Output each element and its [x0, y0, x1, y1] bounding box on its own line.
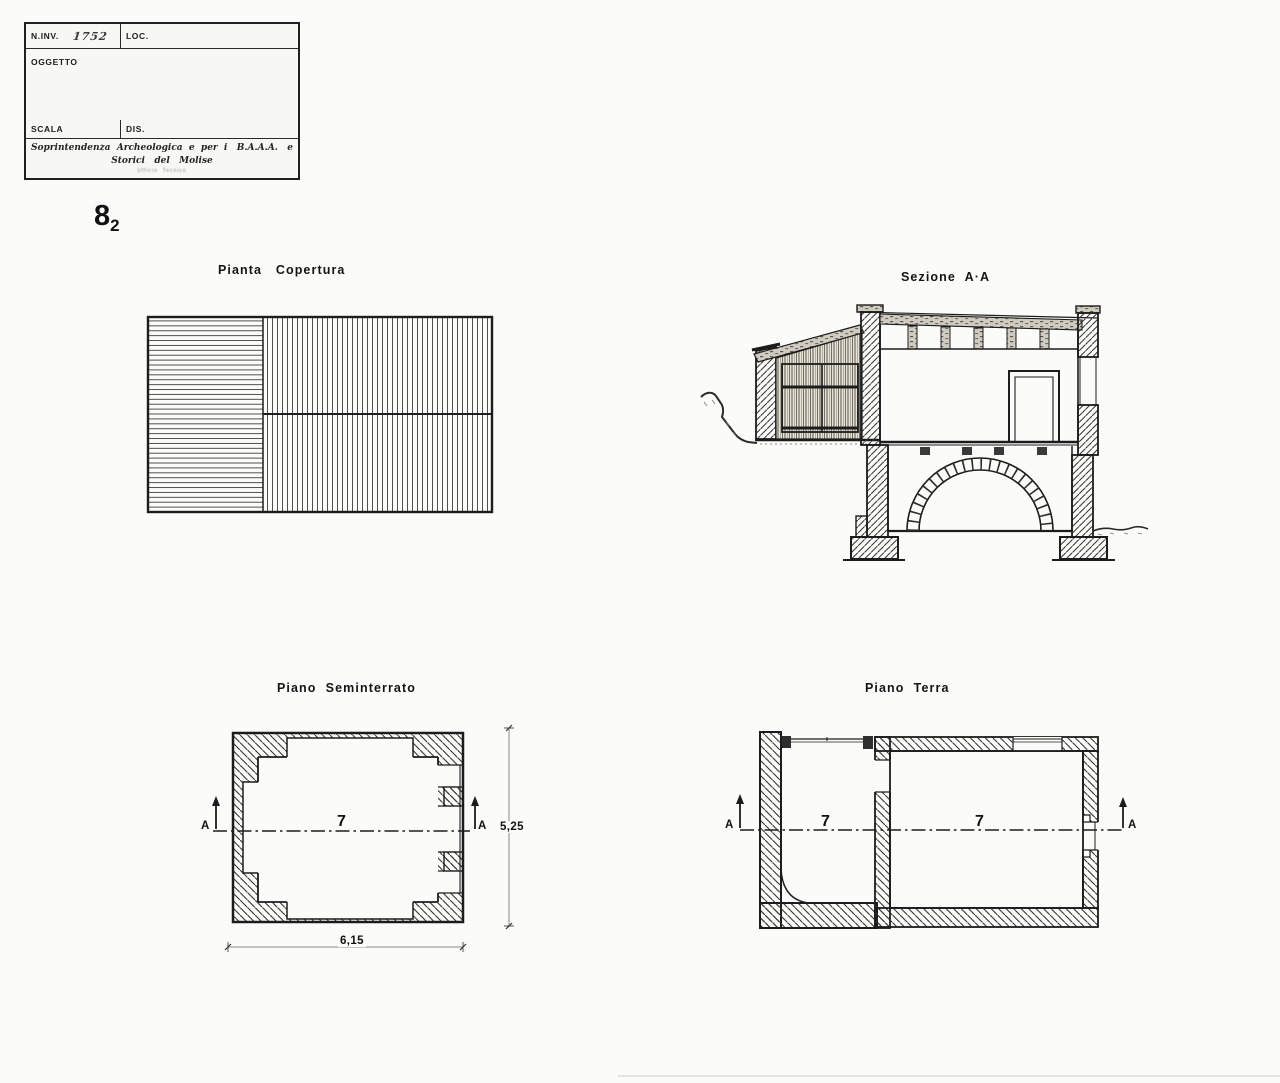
right-wall-lower [1072, 455, 1093, 537]
sheet-number-main: 8 [94, 200, 111, 232]
section-marker-a: A [725, 819, 734, 831]
draughtsman-label: DIS. [126, 124, 145, 134]
organization-name-line1: Soprintendenza Archeologica e per i B.A.A.A. e [31, 143, 293, 153]
basement-plan-drawing [212, 725, 514, 952]
room-number: 7 [337, 813, 346, 830]
object-label: OGGETTO [31, 57, 78, 67]
organization-office: Ufficio Tecnico [137, 168, 187, 174]
ceiling-joists [908, 326, 1049, 349]
door-opening [1009, 371, 1059, 442]
room-number: 7 [975, 813, 984, 830]
section-marker-a: A [201, 820, 210, 832]
sheet-number [94, 200, 120, 236]
scale-label: SCALA [31, 124, 64, 134]
section-arrow [1119, 797, 1127, 828]
roof-plan-title: Pianta Copertura [218, 263, 346, 277]
section-arrow [212, 796, 220, 829]
footing-right [1060, 537, 1107, 559]
inventory-label: N.INV. [31, 31, 59, 41]
title-block [24, 22, 300, 180]
ground-plan-title: Piano Terra [865, 681, 950, 695]
stone-arch [907, 458, 1053, 531]
footing-left [851, 537, 898, 559]
central-wall-upper [861, 312, 880, 445]
sheet-number-sub: 2 [110, 216, 120, 235]
section-drawing [701, 305, 1148, 560]
section-arrow [736, 794, 744, 828]
inventory-number: 1752 [71, 29, 109, 43]
room-number: 7 [821, 813, 830, 830]
basement-walls [233, 733, 463, 922]
central-wall-lower [867, 445, 888, 537]
terrain-left [701, 393, 757, 443]
terra-top-wall [875, 737, 1098, 751]
organization-name-line2: Storici del Molise [111, 156, 213, 166]
floor-beam-ends [920, 447, 1047, 455]
ground-plan-drawing [736, 732, 1127, 928]
section-title: Sezione A·A [901, 270, 991, 284]
terra-bottom-wall-right [875, 908, 1098, 927]
terra-bottom-wall-left [760, 903, 877, 928]
fence-post [863, 736, 873, 749]
location-label: LOC. [126, 31, 149, 41]
right-wall-upper [1078, 313, 1098, 357]
height-dimension: 5,25 [500, 821, 524, 833]
section-marker-a: A [1128, 819, 1137, 831]
width-dimension: 6,15 [340, 935, 364, 947]
section-marker-a: A [478, 820, 487, 832]
roof-plan-drawing [148, 317, 492, 512]
terrain-right [1093, 527, 1148, 531]
fence-post [782, 736, 791, 748]
basement-plan-title: Piano Seminterrato [277, 681, 416, 695]
